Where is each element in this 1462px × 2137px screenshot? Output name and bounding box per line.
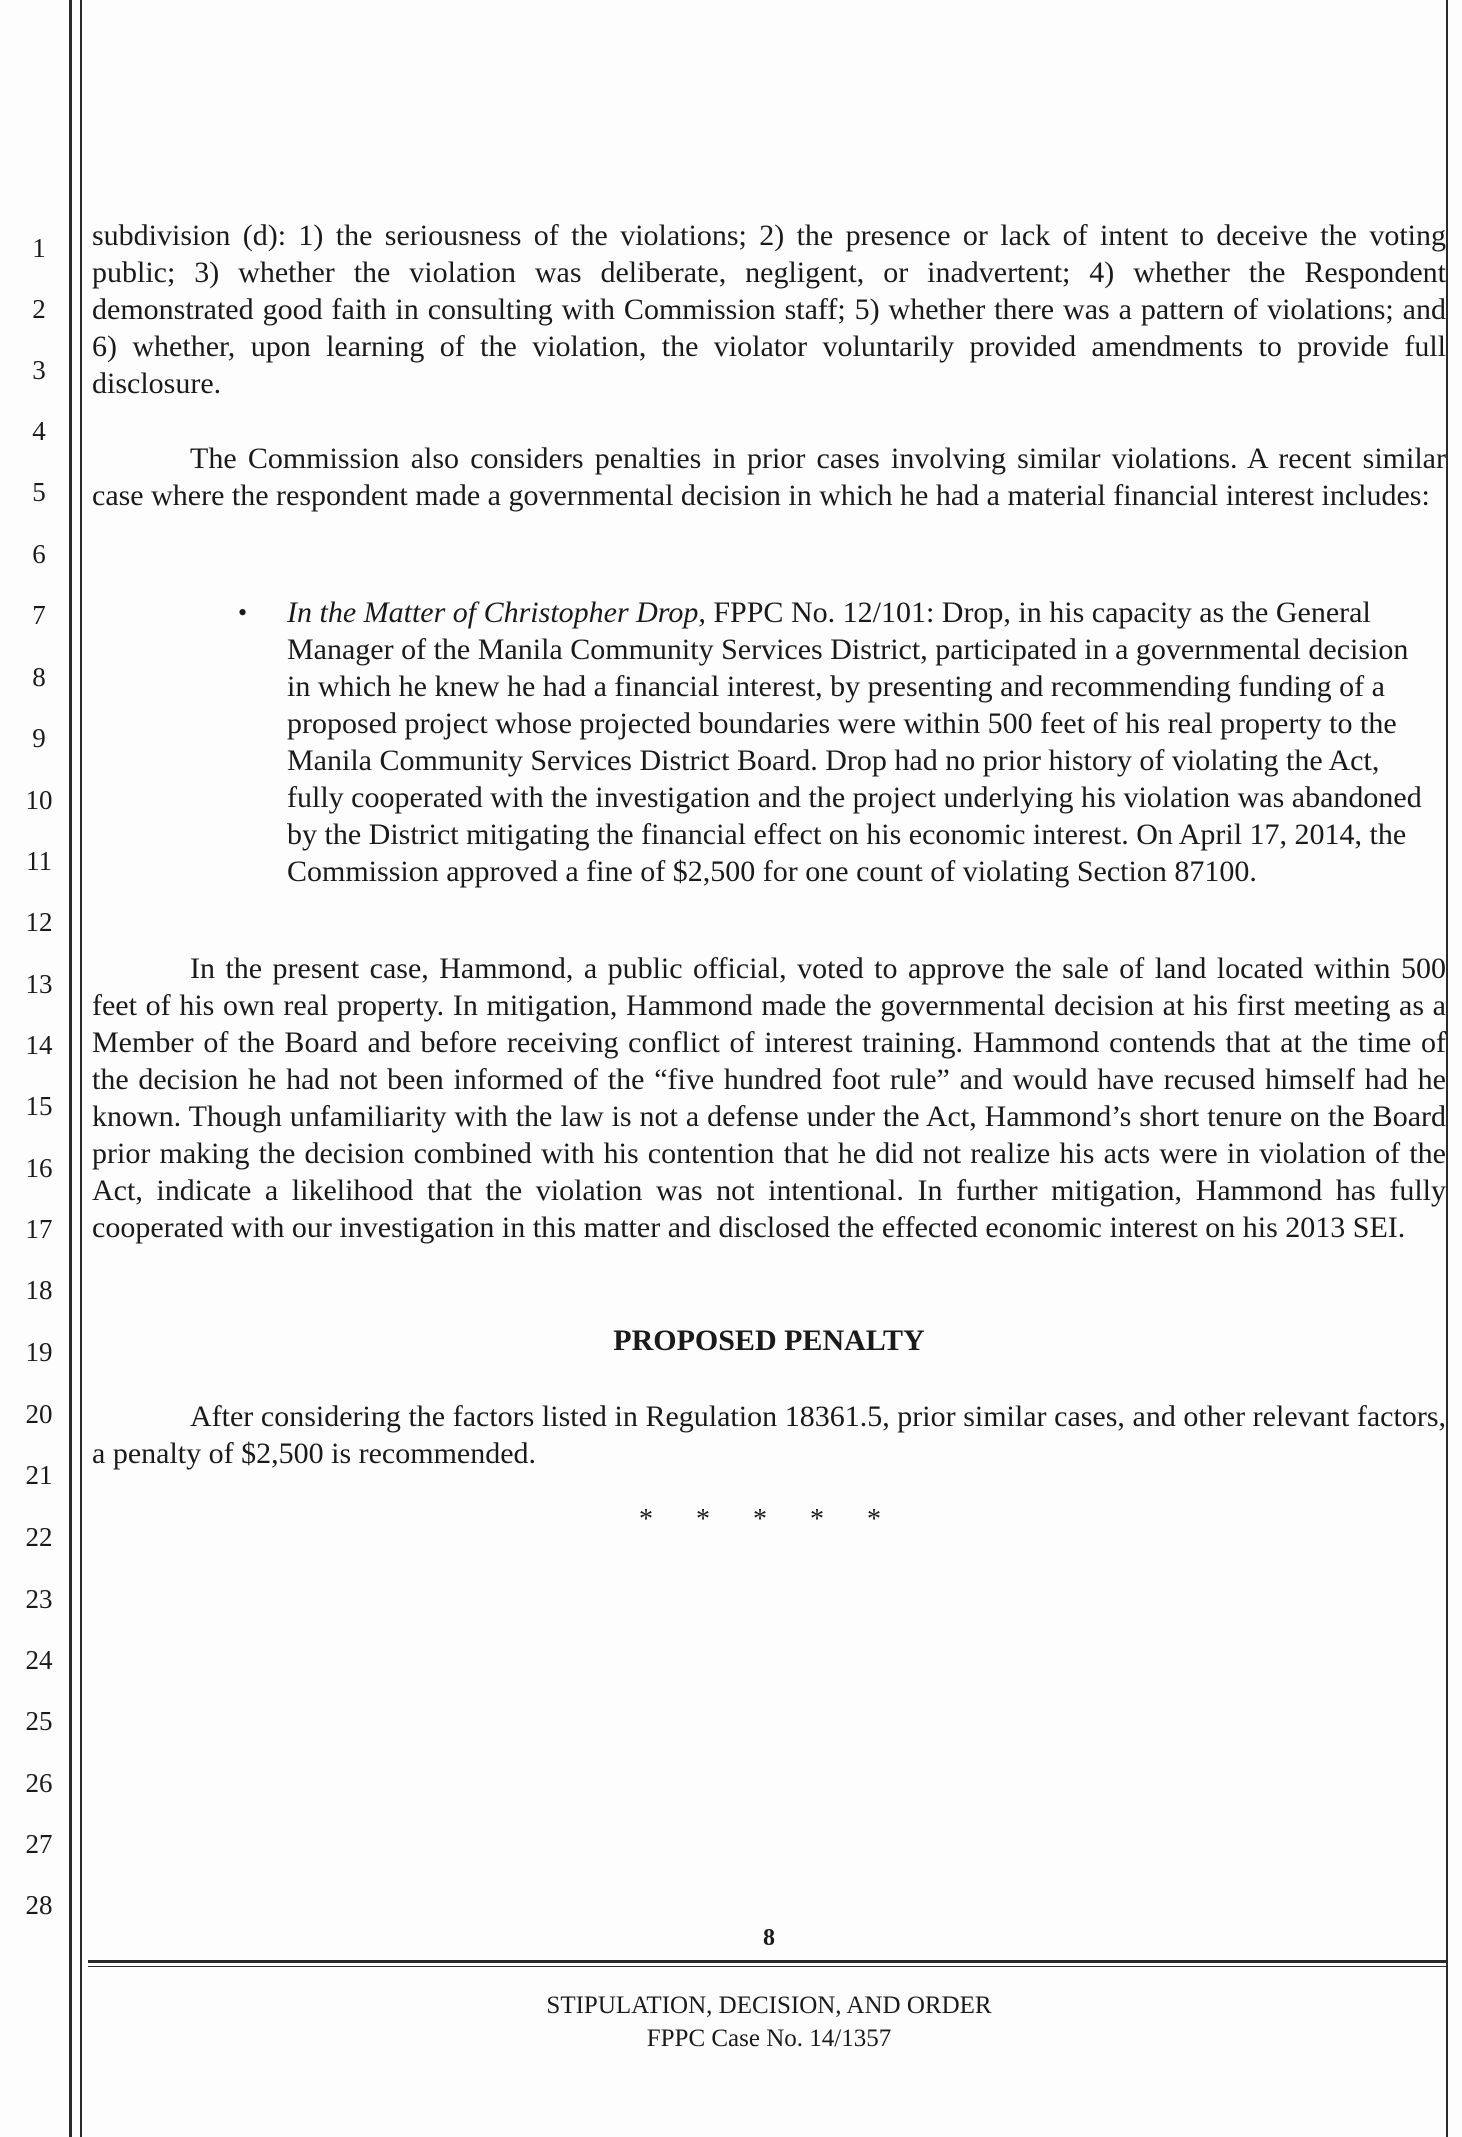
line-number: 24 — [25, 1645, 53, 1675]
line-number: 6 — [32, 539, 46, 569]
left-margin-rule-inner — [80, 0, 82, 2137]
prior-case-description: FPPC No. 12/101: Drop, in his capacity as the General Manager of the Manila Community Services District, participated in a governmental decision in which he knew he had a financial interest, by presenting and recommending funding of a proposed project whose projected boundaries were within 500 feet of his real property to the Manila Community Services District Board. Drop had no prior history of violating the Act, fully cooperated with the investigation and the project underlying his violation was abandoned by the District mitigating the financial effect on his economic interest. On April 17, 2014, the Commission approved a fine of $2,500 for one count of violating Section 87100. — [287, 596, 1422, 888]
line-number: 15 — [25, 1091, 53, 1121]
paragraph-recommendation-text: After considering the factors listed in Regulation 18361.5, prior similar cases, and other relevant factors, a penalty of $2,500 is recommended. — [92, 1400, 1446, 1470]
line-number: 5 — [32, 477, 46, 507]
line-number: 3 — [32, 355, 46, 385]
prior-case-bullet — [287, 594, 1437, 890]
line-number: 18 — [25, 1275, 53, 1305]
page-number: 8 — [763, 1925, 775, 1951]
line-number: 12 — [25, 907, 53, 937]
footer-title: STIPULATION, DECISION, AND ORDER — [546, 1992, 992, 2019]
line-number: 27 — [25, 1829, 53, 1859]
section-heading: PROPOSED PENALTY — [613, 1324, 925, 1357]
line-number: 4 — [32, 416, 46, 446]
footer-case-number: FPPC Case No. 14/1357 — [646, 2025, 892, 2052]
paragraph-prior-cases-text: The Commission also considers penalties in prior cases involving similar violations. A recent similar case where the respondent made a governmental decision in which he had a material financial interest includes: — [92, 442, 1446, 512]
line-number: 25 — [25, 1706, 53, 1736]
paragraph-factors-text: subdivision (d): 1) the seriousness of the violations; 2) the presence or lack of intent to deceive the voting public; 3) whether the violation was deliberate, negligent, or inadvertent; 4) whether the Respondent demonstrated good faith in consulting with Commission staff; 5) whether there was a pattern of violations; and 6) whether, upon learning of the violation, the violator voluntarily provided amendments to provide full disclosure. — [92, 219, 1446, 400]
paragraph-factors — [92, 217, 1446, 402]
paragraph-prior-cases — [92, 440, 1446, 514]
line-number: 13 — [25, 969, 53, 999]
left-margin-rule — [69, 0, 72, 2137]
footer-rule — [88, 1960, 1446, 1963]
line-number: 2 — [32, 294, 46, 324]
line-number: 8 — [32, 662, 46, 692]
line-number: 9 — [32, 723, 46, 753]
prior-case-name: In the Matter of Christopher Drop, — [287, 596, 706, 629]
bullet-icon: • — [238, 598, 248, 627]
right-margin-rule — [1446, 0, 1448, 2137]
line-number: 23 — [25, 1584, 53, 1614]
line-number: 26 — [25, 1768, 53, 1798]
footer-rule-thin — [88, 1966, 1446, 1967]
line-number: 11 — [26, 846, 52, 876]
paragraph-recommendation — [92, 1398, 1446, 1472]
line-number: 1 — [32, 233, 46, 263]
line-number: 16 — [25, 1153, 53, 1183]
paragraph-present-case-text: In the present case, Hammond, a public official, voted to approve the sale of land located within 500 feet of his own real property. In mitigation, Hammond made the governmental decision at his first meeting as a Member of the Board and before receiving conflict of interest training. Hammond contends that at the time of the decision he had not been informed of the “five hundred foot rule” and would have recused himself had he known. Though unfamiliarity with the law is not a defense under the Act, Hammond’s short tenure on the Board prior making the decision combined with his contention that he did not realize his acts were in violation of the Act, indicate a likelihood that the violation was not intentional. In further mitigation, Hammond has fully cooperated with our investigation in this matter and disclosed the effected economic interest on his 2013 SEI. — [92, 952, 1446, 1244]
line-number: 28 — [25, 1890, 53, 1920]
line-number: 17 — [25, 1214, 53, 1244]
line-number: 21 — [25, 1460, 53, 1490]
section-break-stars: * * * * * — [639, 1504, 899, 1535]
line-number: 14 — [25, 1030, 53, 1060]
line-number: 22 — [25, 1522, 53, 1552]
paragraph-present-case — [92, 950, 1446, 1246]
line-number: 19 — [25, 1337, 53, 1367]
line-number: 7 — [32, 600, 46, 630]
line-number: 10 — [25, 785, 53, 815]
line-number: 20 — [25, 1399, 53, 1429]
